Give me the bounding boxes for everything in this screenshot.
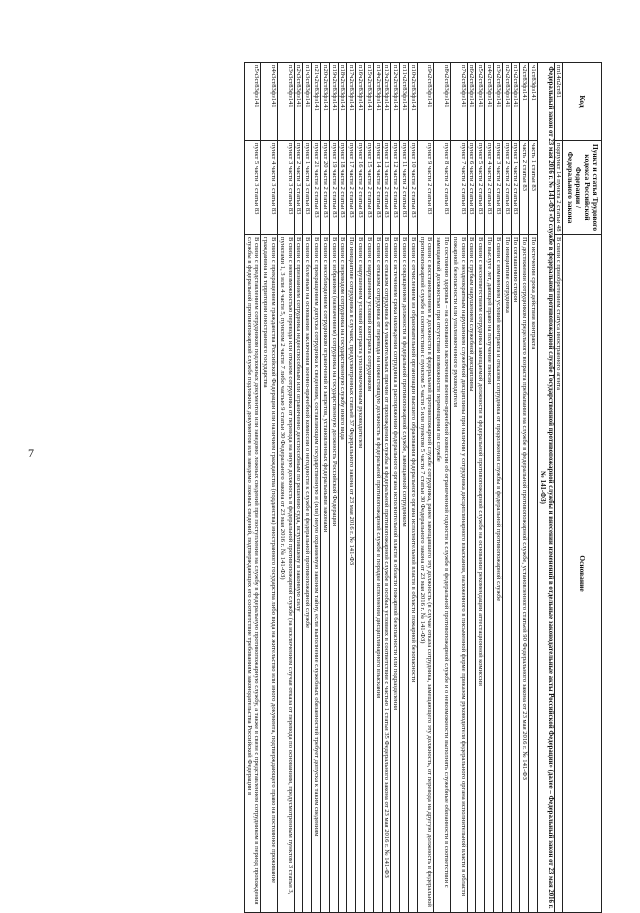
- table-row: [244, 63, 261, 913]
- page-number: 7: [28, 446, 34, 460]
- cell-code: п5ч2ст83фз141: [476, 63, 485, 141]
- cell-point: пункт 21 части 2 статьи 83: [312, 141, 321, 235]
- table-row: [312, 63, 321, 913]
- table-row: [382, 63, 391, 913]
- table-row: [467, 63, 476, 913]
- cell-code: п6ч2ст83фз141: [467, 63, 476, 141]
- cell-basis: В связи с прекращением допуска сотрудника к сведениям, составляющим государственную и (или) иную охраняемую законом тайну, если выполнение служебных обязанностей требует допуска к таким сведениям: [312, 235, 321, 913]
- table-header-row: [563, 63, 602, 913]
- table-row: [303, 63, 312, 913]
- table-row: [400, 63, 409, 913]
- cell-basis: В связи с болезнью на основании заключения военно-врачебной комиссии о негодности к службе в федеральной противопожарной службе: [303, 235, 312, 913]
- cell-basis: По инициативе сотрудника в случаях, предусмотренных статьей 37 Федерального закона от 23 мая 2016 г. № 141-ФЗ: [347, 235, 356, 913]
- cell-point: часть 1 статьи 83: [529, 141, 538, 235]
- table-row: [554, 63, 563, 913]
- cell-point: пункт 5 части 3 статьи 83: [244, 141, 261, 235]
- cell-basis: В связи с приобретением статуса иностранного агента: [554, 235, 563, 913]
- cell-code: п18ч2ст83фз141: [338, 63, 347, 141]
- cell-code: п10ч2ст83фз141: [409, 63, 418, 141]
- cell-basis: В связи с истечением срока нахождения сотрудника в распоряжении федерального органа исполнительной власти в области пожарной безопасности или подразделения: [391, 235, 400, 913]
- cell-basis: По истечении срока действия контракта: [529, 235, 538, 913]
- cell-point: пункт 20 части 2 статьи 83: [321, 141, 330, 235]
- table-row: [347, 63, 356, 913]
- cell-point: пункт 4 части 3 статьи 83: [261, 141, 278, 235]
- cell-point: пункт 4 части 2 статьи 83: [485, 141, 494, 235]
- table-row: [494, 63, 503, 913]
- table-row: [511, 63, 520, 913]
- table-row: [520, 63, 529, 913]
- cell-point: пункт 3 части 3 статьи 83: [278, 141, 295, 235]
- cell-code: п21ч2ст83фз141: [312, 63, 321, 141]
- cell-code: п1ч3ст83фз141: [303, 63, 312, 141]
- cell-code: п4ч3ст83фз141: [261, 63, 278, 141]
- cell-point: пункт 18 части 2 статьи 83: [338, 141, 347, 235]
- cell-basis: В связи с представлением сотрудником подложных документов или заведомо ложных сведений при поступлении на службу в федеральную противопожарную службу, а также в связи с представлением сотрудником в период прохождения службы в федеральной противопожарной службе подложных документов или заведомо ложных сведений, подтверждающих его соответствие требованиям законодательства Российской Федерации в: [244, 235, 261, 913]
- cell-basis: В связи с избранием (назначением) сотрудника на государственную должность Российской Федерации: [329, 235, 338, 913]
- cell-basis: В связи с отказом сотрудника от перевода на нижестоящую должность в федеральной противопожарной службе в порядке исполнения дисциплинарного взыскания: [373, 235, 382, 913]
- table-row: [476, 63, 485, 913]
- cell-basis: В связи с отчислением из образовательной организации высшего образования федерального органа исполнительной власти в области пожарной безопасности: [409, 235, 418, 913]
- cell-code: ч1ст83фз141: [529, 63, 538, 141]
- cell-code: п4ч2ст83фз141: [485, 63, 494, 141]
- table-row: [529, 63, 538, 913]
- table-row: [356, 63, 365, 913]
- dismissal-codes-table: [244, 62, 602, 913]
- cell-basis: В связи с признанием сотрудника недееспособным или ограниченно дееспособным по решению суда, вступившему в законную силу: [294, 235, 303, 913]
- cell-point: пункт 2 части 2 статьи 83: [502, 141, 511, 235]
- table-row: [502, 63, 511, 913]
- cell-basis: В связи с несоблюдением сотрудником ограничений и запретов, установленных федеральными законами: [321, 235, 330, 913]
- cell-code: п20ч2ст83фз141: [321, 63, 330, 141]
- cell-code: п13ч2ст83фз141: [382, 63, 391, 141]
- cell-point: пункт 16 части 2 статьи 83: [356, 141, 365, 235]
- table-row: [321, 63, 330, 913]
- cell-basis: В связи с невозможностью перевода или отказом сотрудника от перевода на иную должность в федеральной противопожарной службе (за исключением случая отказа от перевода по основаниям, предусмотренным пунктом 3 статьи 3, пунктами 1, 3 или 4 части 5, пунктом 2 части 7 либо частью 9 статьи 30 Федерального закона от 23 мая 2016 г. № 141-ФЗ): [278, 235, 295, 913]
- cell-code: ч2ст83фз141: [520, 63, 529, 141]
- table-row: [451, 63, 468, 913]
- cell-point: пункт 13 части 2 статьи 83: [382, 141, 391, 235]
- cell-basis: В связи с отказом сотрудника без уважительных причин от прохождения службы в федеральной противопожарной службе в особых условиях в соответствии с частью 1 статьи 35 Федерального закона от 23 мая 2016 г. № 141-ФЗ: [382, 235, 391, 913]
- rotated-table-area: [57, 62, 602, 912]
- cell-point: пункт 14 части 2 статьи 83: [373, 141, 382, 235]
- cell-point: пункт 2 части 3 статьи 83: [294, 141, 303, 235]
- cell-code: п3ч2ст83фз141: [494, 63, 503, 141]
- cell-point: пункт 1 части 2 статьи 83: [511, 141, 520, 235]
- header-code: Код: [563, 63, 602, 141]
- cell-code: п15ч2ст83фз141: [365, 63, 374, 141]
- table-row: [294, 63, 303, 913]
- header-basis: Основание: [563, 235, 602, 913]
- cell-code: п8ч2ст83фз141: [434, 63, 451, 141]
- cell-basis: По соглашению сторон: [511, 235, 520, 913]
- cell-point: подпункт 14 пункта 2 статьи 48: [554, 141, 563, 235]
- cell-code: п12ч2ст83фз141: [391, 63, 400, 141]
- cell-basis: В связи с грубым нарушением служебной дисциплины: [467, 235, 476, 913]
- section-title: Федеральный закон от 23 мая 2016 г. № 141-ФЗ «О службе в федеральной противопожарной службе Государственной противопожарной службы и внесении изменений в отдельные законодательные акты Российской Федерации» (далее – Федеральный закон от 23 мая 2016 г. № 141-ФЗ): [537, 63, 554, 913]
- table-row: [434, 63, 451, 913]
- cell-basis: По достижении сотрудником предельного возраста пребывания на службе в федеральной противопожарной службе, установленного статьей 90 Федерального закона от 23 мая 2016 г. № 141-ФЗ: [520, 235, 529, 913]
- cell-point: пункт 7 части 2 статьи 83: [451, 141, 468, 235]
- cell-point: пункт 15 части 2 статьи 83: [365, 141, 374, 235]
- cell-code: п16ч2ст83фз141: [356, 63, 365, 141]
- table-row: [329, 63, 338, 913]
- cell-basis: В связи с сокращением должности в федеральной противопожарной службе, замещаемой сотрудником: [400, 235, 409, 913]
- cell-code: п2ч2ст83фз141: [502, 63, 511, 141]
- cell-basis: В связи с неоднократным нарушением служебной дисциплины при наличии у сотрудника дисциплинарного взыскания, наложенного в письменной форме приказом руководителя федерального органа исполнительной власти в области пожарной безопасности или уполномоченного руководителя: [451, 235, 468, 913]
- cell-code: п17ч2ст83фз141: [347, 63, 356, 141]
- cell-basis: В связи с переводом сотрудника на государственную службу иного вида: [338, 235, 347, 913]
- cell-code: пп14п2ст81: [554, 63, 563, 141]
- cell-code: п9ч2ст83фз141: [417, 63, 434, 141]
- cell-basis: По выслуге лет, дающей право на получение пенсии: [485, 235, 494, 913]
- cell-basis: По инициативе сотрудника: [502, 235, 511, 913]
- section-row: [537, 63, 554, 913]
- table-row: [373, 63, 382, 913]
- table-row: [261, 63, 278, 913]
- table-row: [391, 63, 400, 913]
- cell-basis: В связи с восстановлением в должности в федеральной противопожарной службе сотрудника, ранее замещавшего эту должность (в случае отказа сотрудника, замещающего эту должность, от перевода на другую должность в федеральной противопожарной службе в соответствии с пунктом 5 части 5 или пунктом 5 части 7 статьи 30 Федерального закона от 23 мая 2016 г. № 141-ФЗ): [417, 235, 434, 913]
- cell-basis: По состоянию здоровья – на основании заключения военно-врачебной комиссии об ограниченной годности к службе в федеральной противопожарной службе и о невозможности выполнять служебные обязанности в соответствии с замещаемой должностью при отсутствии возможности перемещения по службе: [434, 235, 451, 913]
- header-point: Пункт и статья Трудового кодекса Российской Федерации / Федерального закона: [563, 141, 602, 235]
- cell-point: пункт 9 части 2 статьи 83: [417, 141, 434, 235]
- table-row: [338, 63, 347, 913]
- cell-code: п14ч2ст83фз141: [373, 63, 382, 141]
- cell-basis: В связи с прекращением гражданства Российской Федерации или наличием гражданства (подданства) иностранного государства либо вида на жительство или иного документа, подтверждающего право на постоянное проживание гражданина на территории иностранного государства: [261, 235, 278, 913]
- cell-point: пункт 19 части 2 статьи 83: [329, 141, 338, 235]
- table-body: [244, 63, 562, 913]
- cell-basis: В связи с нарушением условий контракта сотрудником: [365, 235, 374, 913]
- cell-basis: В связи с изменением условий контракта и отказом сотрудника от продолжения службы в федеральной противопожарной службе: [494, 235, 503, 913]
- table-row: [417, 63, 434, 913]
- cell-code: п2ч3ст83фз141: [294, 63, 303, 141]
- cell-point: пункт 17 части 2 статьи 83: [347, 141, 356, 235]
- table-row: [485, 63, 494, 913]
- cell-code: п3ч3ст83фз141: [278, 63, 295, 141]
- cell-point: часть 2 статьи 83: [520, 141, 529, 235]
- cell-code: п7ч2ст83фз141: [451, 63, 468, 141]
- cell-point: пункт 1 части 3 статьи 83: [303, 141, 312, 235]
- cell-code: п5ч3ст83фз141: [244, 63, 261, 141]
- cell-basis: В связи с нарушением условий контракта уполномоченным руководителем: [356, 235, 365, 913]
- cell-point: пункт 5 части 2 статьи 83: [476, 141, 485, 235]
- table-row: [409, 63, 418, 913]
- cell-basis: В связи с несоответствием сотрудника замещаемой должности в федеральной противопожарной службе на основании рекомендации аттестационной комиссии: [476, 235, 485, 913]
- cell-code: п11ч2ст83фз141: [400, 63, 409, 141]
- cell-point: пункт 11 части 2 статьи 83: [400, 141, 409, 235]
- cell-point: пункт 12 части 2 статьи 83: [391, 141, 400, 235]
- cell-code: п19ч2ст83фз141: [329, 63, 338, 141]
- cell-point: пункт 10 части 2 статьи 83: [409, 141, 418, 235]
- cell-point: пункт 6 части 2 статьи 83: [467, 141, 476, 235]
- cell-code: п1ч2ст83фз141: [511, 63, 520, 141]
- cell-point: пункт 8 части 2 статьи 83: [434, 141, 451, 235]
- table-row: [278, 63, 295, 913]
- table-row: [365, 63, 374, 913]
- cell-point: пункт 3 части 2 статьи 83: [494, 141, 503, 235]
